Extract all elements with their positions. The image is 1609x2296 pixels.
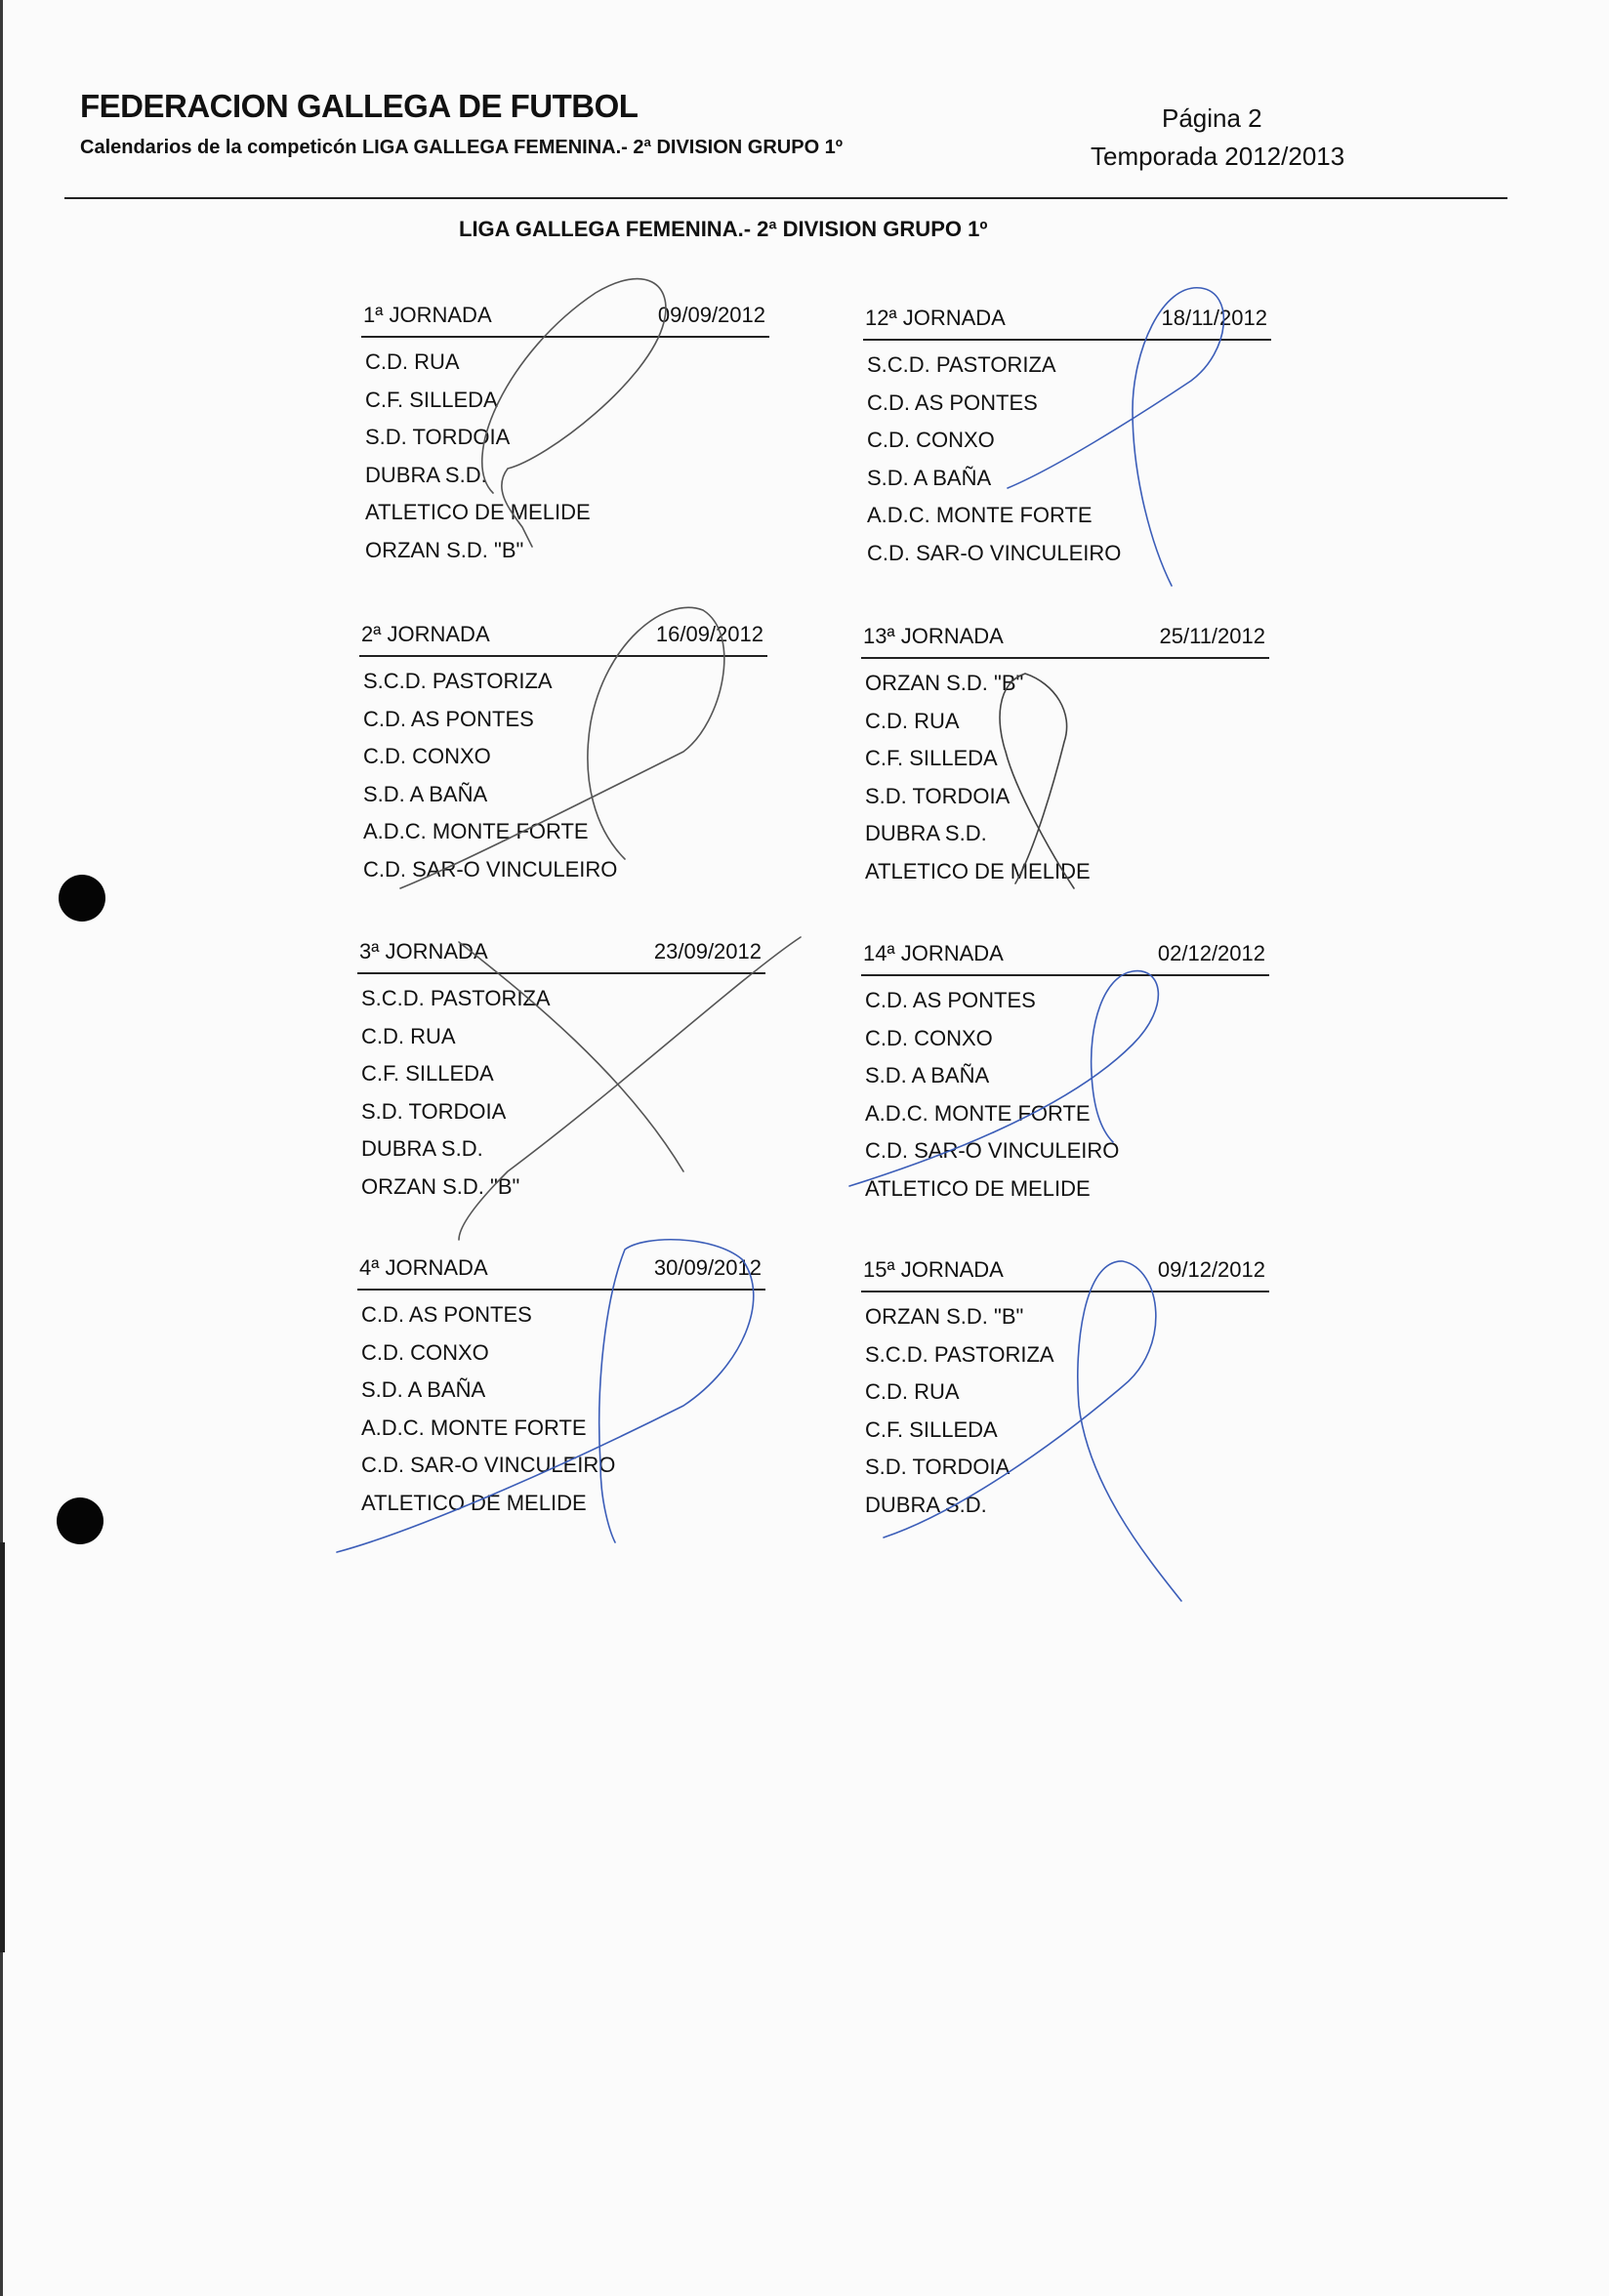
jornada-name: 12ª JORNADA — [865, 306, 1006, 330]
team-name: C.D. SAR-O VINCULEIRO — [867, 540, 1122, 565]
scan-edge-dark — [0, 1542, 5, 1952]
team-name: C.F. SILLEDA — [361, 1061, 494, 1086]
jornada-block — [361, 303, 769, 569]
team-name: C.D. SAR-O VINCULEIRO — [363, 856, 618, 882]
team-name: C.F. SILLEDA — [865, 746, 998, 770]
team-name: S.C.D. PASTORIZA — [865, 1341, 1054, 1367]
jornada-block — [861, 1257, 1269, 1524]
jornada-date: 30/09/2012 — [653, 1255, 762, 1280]
jornada-divider — [863, 339, 1271, 341]
team-name: C.F. SILLEDA — [365, 387, 498, 412]
team-name: C.D. AS PONTES — [363, 706, 534, 731]
team-name: A.D.C. MONTE FORTE — [867, 503, 1093, 527]
team-name: S.D. TORDOIA — [361, 1098, 507, 1124]
team-name: ORZAN S.D. "B" — [865, 1304, 1024, 1329]
jornada-block — [863, 306, 1271, 572]
jornada-divider — [357, 972, 765, 974]
season-label: Temporada 2012/2013 — [1091, 142, 1345, 171]
jornada-date: 23/09/2012 — [653, 939, 762, 964]
team-name: S.D. A BAÑA — [363, 781, 488, 806]
jornada-date: 09/09/2012 — [657, 303, 765, 327]
jornada-date: 02/12/2012 — [1157, 941, 1265, 965]
team-name: S.C.D. PASTORIZA — [867, 352, 1056, 377]
jornada-divider — [361, 336, 769, 338]
jornada-date: 25/11/2012 — [1159, 624, 1265, 648]
jornada-block — [861, 941, 1269, 1208]
team-name: C.D. AS PONTES — [865, 988, 1036, 1012]
team-name: S.C.D. PASTORIZA — [363, 669, 553, 693]
competition-subtitle: Calendarios de la competicón LIGA GALLEGA FEMENINA.- 2ª DIVISION GRUPO 1º — [80, 137, 844, 158]
team-name: DUBRA S.D. — [865, 821, 987, 845]
jornada-block — [357, 1255, 765, 1522]
team-name: DUBRA S.D. — [361, 1136, 483, 1161]
team-name: S.D. A BAÑA — [865, 1063, 990, 1087]
jornada-divider — [861, 1291, 1269, 1292]
team-name: A.D.C. MONTE FORTE — [363, 819, 589, 843]
team-name: C.D. CONXO — [867, 428, 995, 452]
team-name: C.F. SILLEDA — [865, 1416, 998, 1442]
team-name: S.D. TORDOIA — [365, 425, 511, 449]
section-title: LIGA GALLEGA FEMENINA.- 2ª DIVISION GRUPO 1º — [459, 217, 988, 241]
jornada-name: 13ª JORNADA — [863, 624, 1004, 648]
punch-hole-top — [59, 875, 105, 922]
team-name: C.D. RUA — [865, 708, 960, 733]
team-name: ATLETICO DE MELIDE — [361, 1490, 587, 1515]
jornada-name: 3ª JORNADA — [359, 939, 488, 964]
team-name: S.D. TORDOIA — [865, 783, 1011, 808]
jornada-block — [359, 622, 767, 888]
team-name: S.D. TORDOIA — [865, 1455, 1011, 1479]
jornada-divider — [359, 655, 767, 657]
team-name: A.D.C. MONTE FORTE — [865, 1100, 1091, 1126]
team-name: C.D. AS PONTES — [867, 390, 1038, 415]
team-name: C.D. CONXO — [363, 744, 491, 768]
team-name: ORZAN S.D. "B" — [365, 537, 524, 562]
jornada-block — [861, 624, 1269, 890]
page-number: Página 2 — [1162, 103, 1262, 133]
team-name: ATLETICO DE MELIDE — [865, 858, 1091, 883]
team-name: C.D. RUA — [865, 1379, 960, 1404]
team-name: DUBRA S.D. — [365, 462, 487, 487]
team-name: ATLETICO DE MELIDE — [865, 1175, 1091, 1201]
team-name: DUBRA S.D. — [865, 1492, 987, 1517]
jornada-date: 09/12/2012 — [1157, 1257, 1265, 1282]
header-divider — [64, 197, 1507, 199]
team-name: C.D. RUA — [361, 1023, 456, 1048]
jornada-date: 18/11/2012 — [1161, 306, 1267, 330]
team-name: C.D. SAR-O VINCULEIRO — [865, 1138, 1120, 1163]
team-name: C.D. CONXO — [865, 1025, 993, 1050]
team-name: A.D.C. MONTE FORTE — [361, 1414, 587, 1440]
team-name: ORZAN S.D. "B" — [361, 1173, 520, 1199]
jornada-divider — [861, 974, 1269, 976]
jornada-name: 15ª JORNADA — [863, 1257, 1004, 1282]
jornada-name: 4ª JORNADA — [359, 1255, 488, 1280]
jornada-name: 1ª JORNADA — [363, 303, 492, 327]
team-name: C.D. AS PONTES — [361, 1302, 532, 1327]
jornada-date: 16/09/2012 — [655, 622, 763, 646]
jornada-name: 2ª JORNADA — [361, 622, 490, 646]
team-name: C.D. CONXO — [361, 1339, 489, 1365]
team-name: C.D. RUA — [365, 349, 460, 374]
team-name: S.D. A BAÑA — [867, 465, 992, 490]
jornada-block — [357, 939, 765, 1206]
team-name: C.D. SAR-O VINCULEIRO — [361, 1453, 616, 1477]
jornada-divider — [357, 1289, 765, 1291]
team-name: ORZAN S.D. "B" — [865, 671, 1024, 695]
federation-title: FEDERACION GALLEGA DE FUTBOL — [80, 88, 639, 124]
punch-hole-bottom — [57, 1497, 103, 1544]
jornada-divider — [861, 657, 1269, 659]
jornada-name: 14ª JORNADA — [863, 941, 1004, 965]
team-name: S.C.D. PASTORIZA — [361, 986, 551, 1010]
team-name: S.D. A BAÑA — [361, 1377, 486, 1402]
team-name: ATLETICO DE MELIDE — [365, 500, 591, 524]
